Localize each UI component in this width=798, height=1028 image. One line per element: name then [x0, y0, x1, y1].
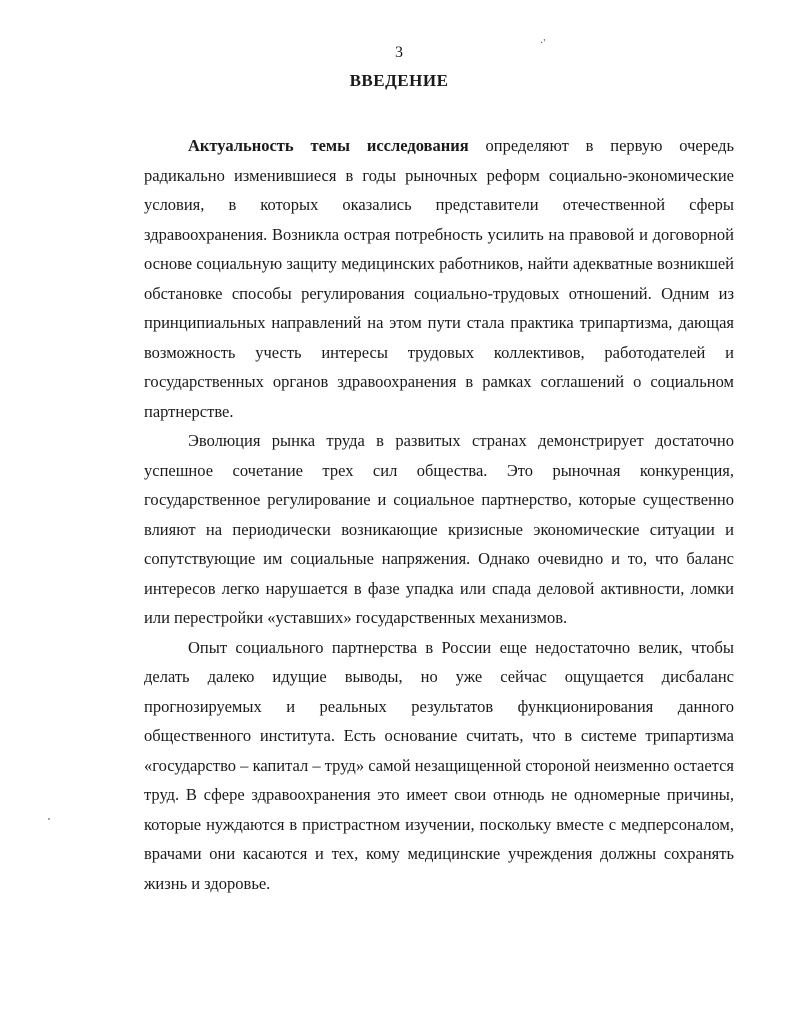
paragraph-2: Эволюция рынка труда в развитых странах демонстрирует достаточно успешное сочетание трех сил общества. Это рыночная конкуренция, государственное регулирование и социальное партнерство, которые существенно влияют на периодически возникающие кризисные экономические ситуации и сопутствующие им социальные напряжения. Однако очевидно и то, что баланс интересов легко нарушается в фазе упадка или спада деловой активности, ломки или перестройки «уставших» государственных механизмов. — [144, 431, 734, 627]
paragraph-3: Опыт социального партнерства в России еще недостаточно велик, чтобы делать далеко идущие выводы, но уже сейчас ощущается дисбаланс прогнозируемых и реальных результатов функционирования данного общественного института. Есть основание считать, что в системе трипартизма «государство – капитал – труд» самой незащищенной стороной неизменно остается труд. В сфере здравоохранения это имеет свои отнюдь не одномерные причины, которые нуждаются в пристрастном изучении, поскольку вместе с медперсоналом, врачами они касаются и тех, кому медицинские учреждения должны сохранять жизнь и здоровье. — [144, 637, 734, 893]
body-text — [144, 131, 734, 898]
paragraph-1 — [144, 131, 734, 426]
page-number: 3 — [395, 44, 403, 61]
scan-speck-dot — [48, 818, 50, 820]
section-title: ВВЕДЕНИЕ — [349, 71, 449, 90]
scan-speck: ·' — [540, 38, 546, 49]
paragraph-1-text: определяют в первую очередь радикально изменившиеся в годы рыночных реформ социально-экономические условия, в которых оказались представители отечественной сферы здравоохранения. Возникла острая потребность усилить на правовой и договорной основе социальную защиту медицинских работников, найти адекватные возникшей обстановке способы регулирования социально-трудовых отношений. Одним из принципиальных направлений на этом пути стала практика трипартизма, дающая возможность учесть интересы трудовых коллективов, работодателей и государственных органов здравоохранения в рамках соглашений о социальном партнерстве. — [144, 136, 734, 421]
paragraph-1-lead: Актуальность темы исследования — [188, 136, 469, 155]
